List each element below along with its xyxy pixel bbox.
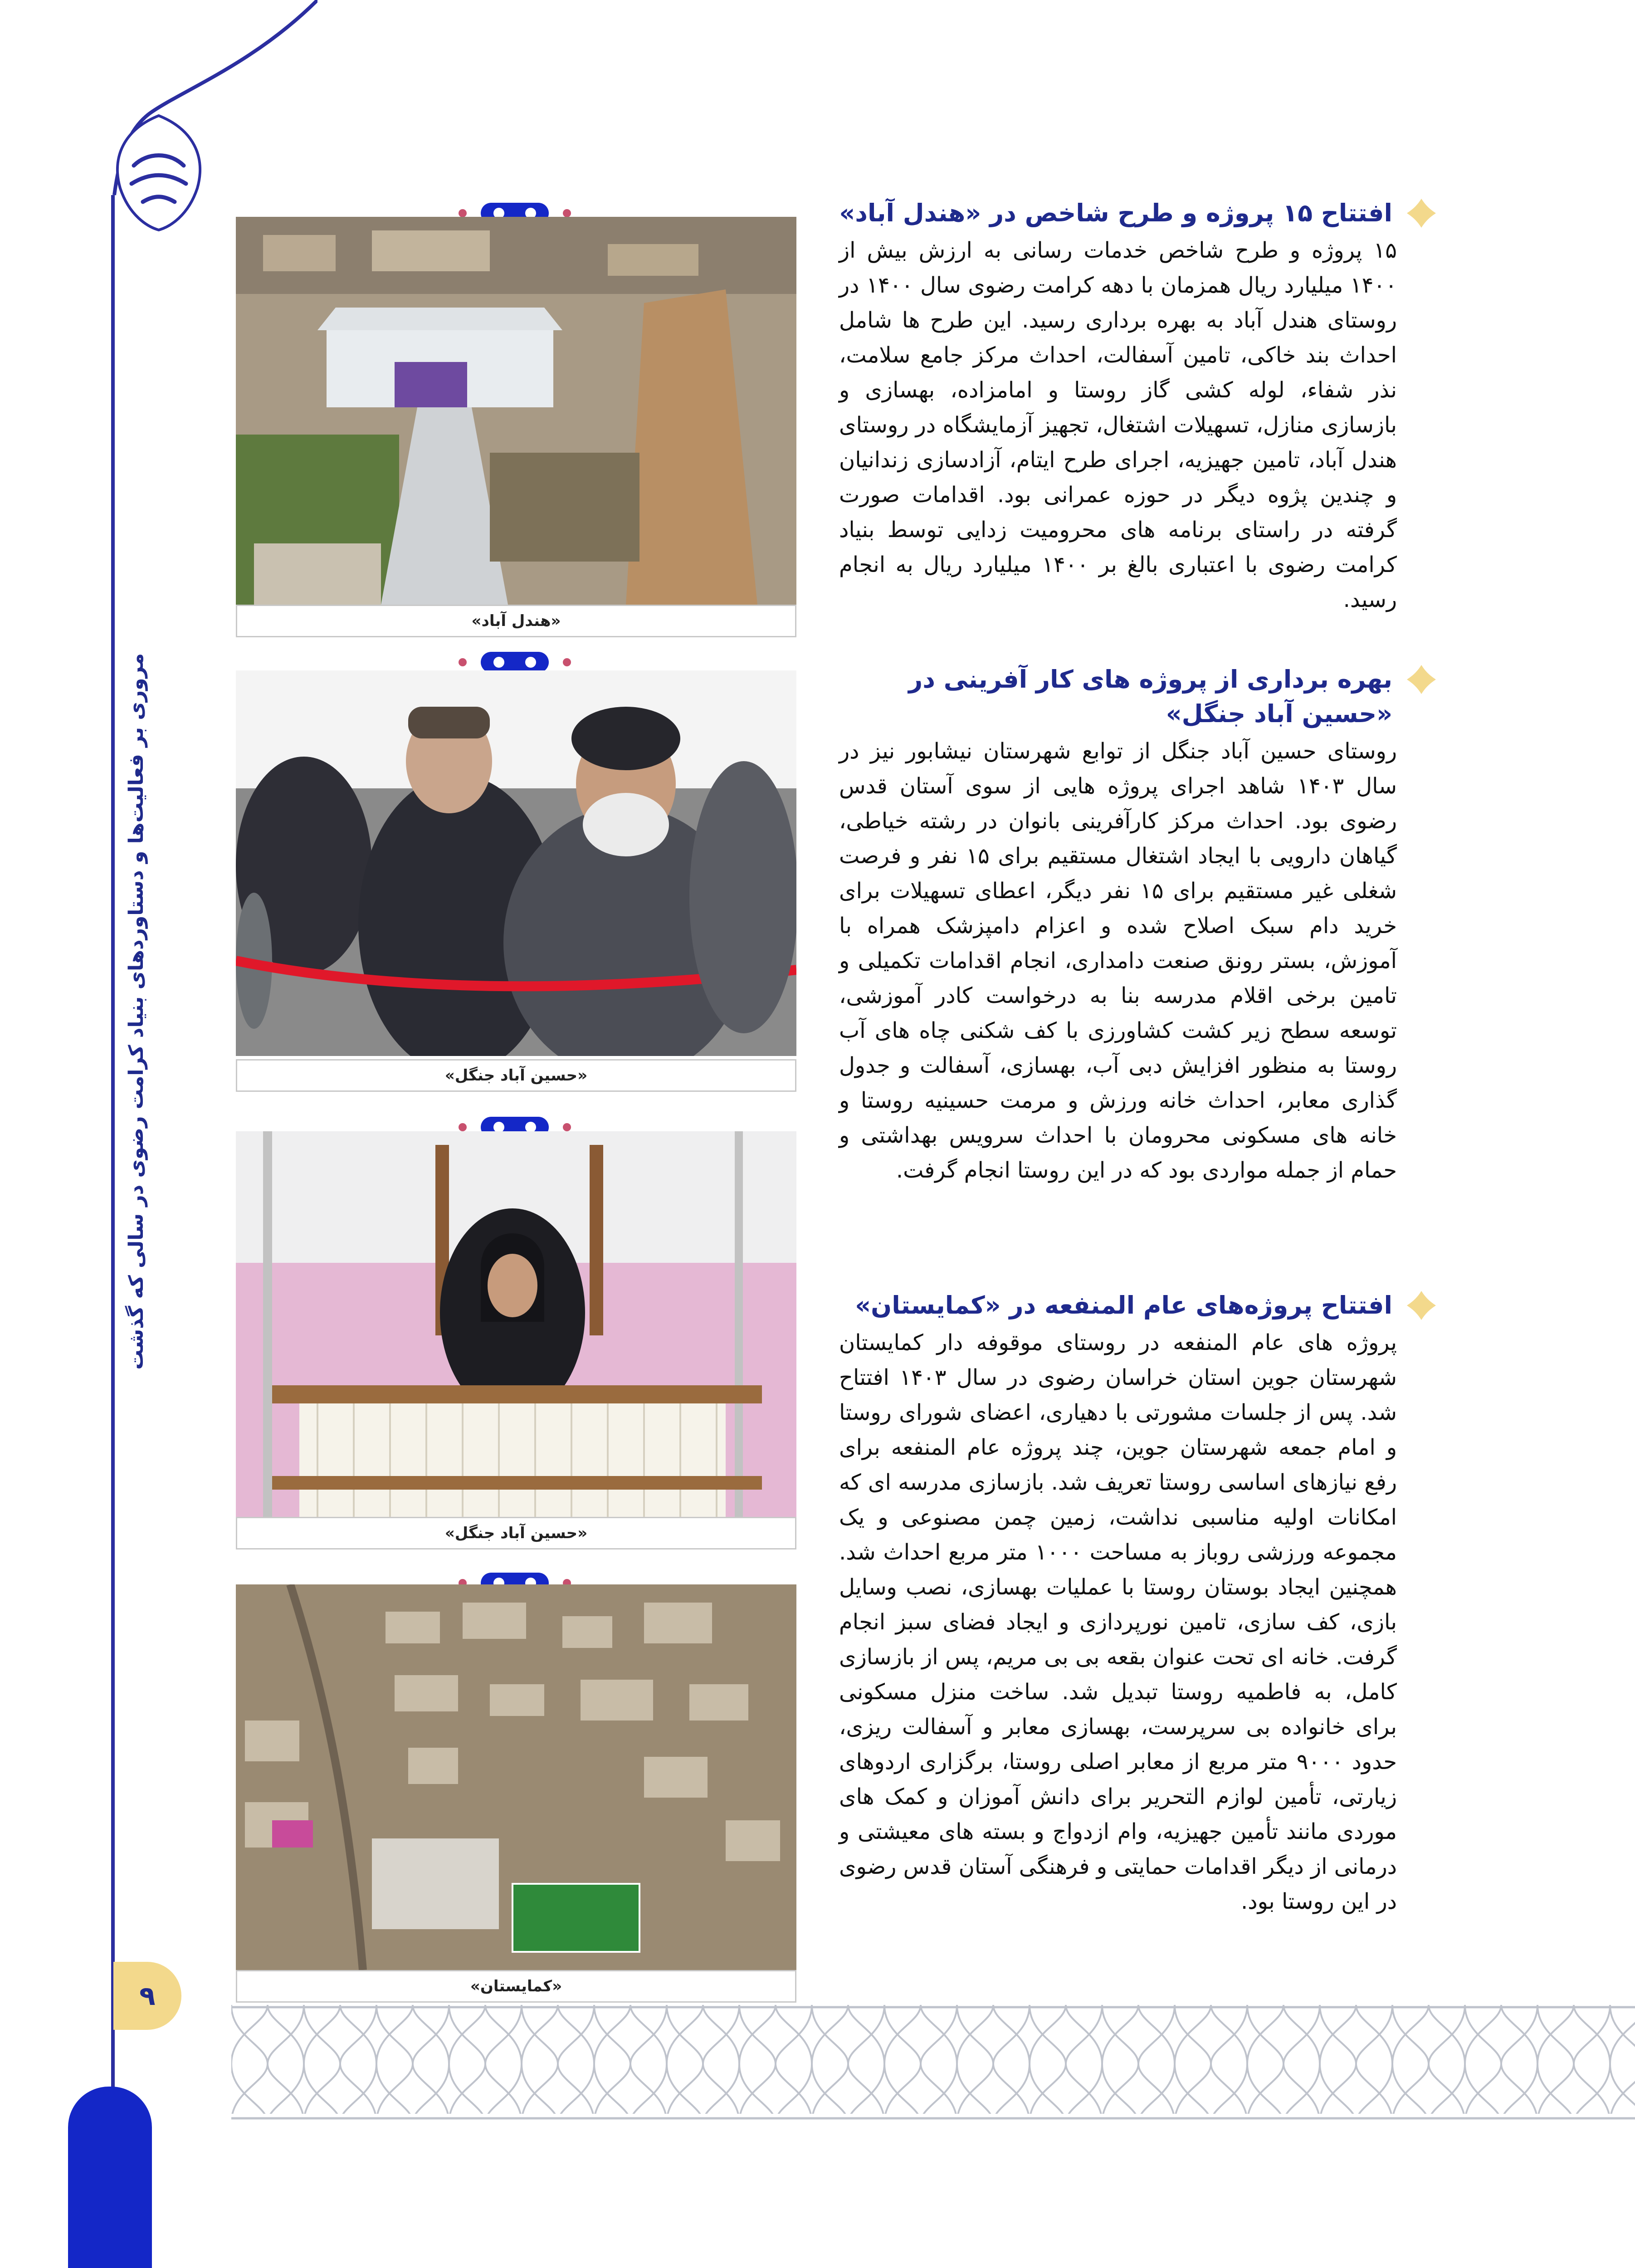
diamond-bullet-icon [1405, 1289, 1438, 1322]
diamond-bullet-icon [1405, 197, 1438, 230]
photo-caption: «حسین آباد جنگل» [236, 1517, 796, 1549]
photo-caption: «حسین آباد جنگل» [236, 1059, 796, 1092]
diamond-bullet-icon [1405, 663, 1438, 696]
photo-ribbon-cutting [236, 670, 796, 1056]
side-title-text: مروری بر فعالیت‌ها و دستاوردهای بنیاد کرامت رضوی در سالی که گذشت [124, 653, 148, 1370]
section-title [839, 662, 1397, 731]
photo-aerial-village [236, 1584, 796, 1970]
section-title-text: بهره برداری از پروژه های کار آفرینی در «حسین آباد جنگل» [908, 665, 1392, 728]
photo-caption: «کمایستان» [236, 1970, 796, 2003]
section-title-text: افتتاح ۱۵ پروژه و طرح شاخص در «هندل آباد» [839, 199, 1392, 227]
section-body: ۱۵ پروژه و طرح شاخص خدمات رسانی به ارزش بیش از ۱۴۰۰ میلیارد ریال همزمان با دهه کرامت رضوی سال ۱۴۰۰ در روستای هندل آباد به بهره برداری رسید. این طرح ها شامل احداث بند خاکی، تامین آسفالت، احداث مرکز جامع سلامت، نذر شفاء، لوله کشی گاز روستا و امامزاده، بهسازی و بازسازی منازل، تسهیلات اشتغال، تجهیز آزمایشگاه در روستای هندل آباد، تامین جهیزیه، اجرای طرح ایتام، آزادسازی زندانیان و چندین پژوه دیگر در حوزه عمرانی بود. اقدامات صورت گرفته در راستای برنامه های محرومیت زدایی توسط بنیاد کرامت رضوی با اعتباری بالغ بر ۱۴۰۰ میلیارد ریال به انجام رسید. [839, 238, 1397, 612]
section-title-text: افتتاح پروژه‌های عام المنفعه در «کمایستان» [855, 1291, 1392, 1320]
spine-line [111, 195, 115, 2100]
magazine-logo [107, 111, 211, 234]
bottom-tab-decoration [68, 2087, 152, 2268]
page-number: ۹ [113, 1962, 181, 2030]
section-body: پروژه های عام المنفعه در روستای موقوفه دار کمایستان شهرستان جوین استان خراسان رضوی در سال ۱۴۰۳ افتتاح شد. پس از جلسات مشورتی با دهیاری، اعضای شورای روستا و امام جمعه شهرستان جوین، چند پروژه عام المنفعه برای رفع نیازهای اساسی روستا تعریف شد. بازسازی مدرسه ای که امکانات اولیه مناسبی نداشت، زمین چمن مصنوعی و یک مجموعه ورزشی روباز به مساحت ۱۰۰۰ متر مربع احداث شد. همچنین ایجاد بوستان روستا با عملیات بهسازی، نصب وسایل بازی، کف سازی، تامین نورپردازی و ایجاد فضای سبز انجام گرفت. خانه ای تحت عنوان بقعه بی بی مریم، پس از بازسازی کامل، به فاطمیه روستا تبدیل شد. ساخت منزل مسکونی برای خانواده بی سرپرست، بهسازی معابر و آسفالت ریزی، حدود ۹۰۰۰ متر مربع از معابر اصلی روستا، برگزاری اردوهای زیارتی، تأمین لوازم التحریر برای دانش آموزان و کمک های موردی مانند تأمین جهیزیه، وام ازدواج و بسته های معیشتی و درمانی از دیگر اقدامات حمایتی و فرهنگی آستان قدس رضوی در این روستا بود. [839, 1330, 1397, 1914]
photo-caption: «هندل آباد» [236, 605, 796, 637]
section-handal-abad [839, 196, 1397, 617]
section-kamayestan [839, 1288, 1397, 1919]
section-title [839, 1288, 1397, 1323]
photo-weaving-loom [236, 1131, 796, 1517]
section-title [839, 196, 1397, 230]
lattice-pattern [231, 2005, 1635, 2123]
side-title [116, 218, 156, 1805]
photo-handal-abad [236, 217, 796, 605]
section-hossein-abad [839, 662, 1397, 1188]
section-body: روستای حسین آباد جنگل از توابع شهرستان نیشابور نیز در سال ۱۴۰۳ شاهد اجرای پروژه هایی از سوی آستان قدس رضوی بود. احداث مرکز کارآفرینی بانوان در رشته خیاطی، گیاهان دارویی با ایجاد اشتغال مستقیم برای ۱۵ نفر و فرصت شغلی غیر مستقیم برای ۱۵ نفر دیگر، اعطای تسهیلات برای خرید دام سبک اصلاح شده و اعزام دامپزشک همراه با آموزش، بستر رونق صنعت دامداری، انجام اقدامات تکمیلی و تامین برخی اقلام مدرسه بنا به درخواست کادر آموزشی، توسعه سطح زیر کشت کشاورزی با کف شکنی چاه های آب روستا به منظور افزایش دبی آب، بهسازی، آسفالت و جدول گذاری معابر، احداث خانه ورزش و مرمت حسینیه روستا و خانه های مسکونی محرومان با احداث سرویس بهداشتی و حمام از جمله مواردی بود که در این روستا انجام گرفت. [839, 738, 1397, 1183]
